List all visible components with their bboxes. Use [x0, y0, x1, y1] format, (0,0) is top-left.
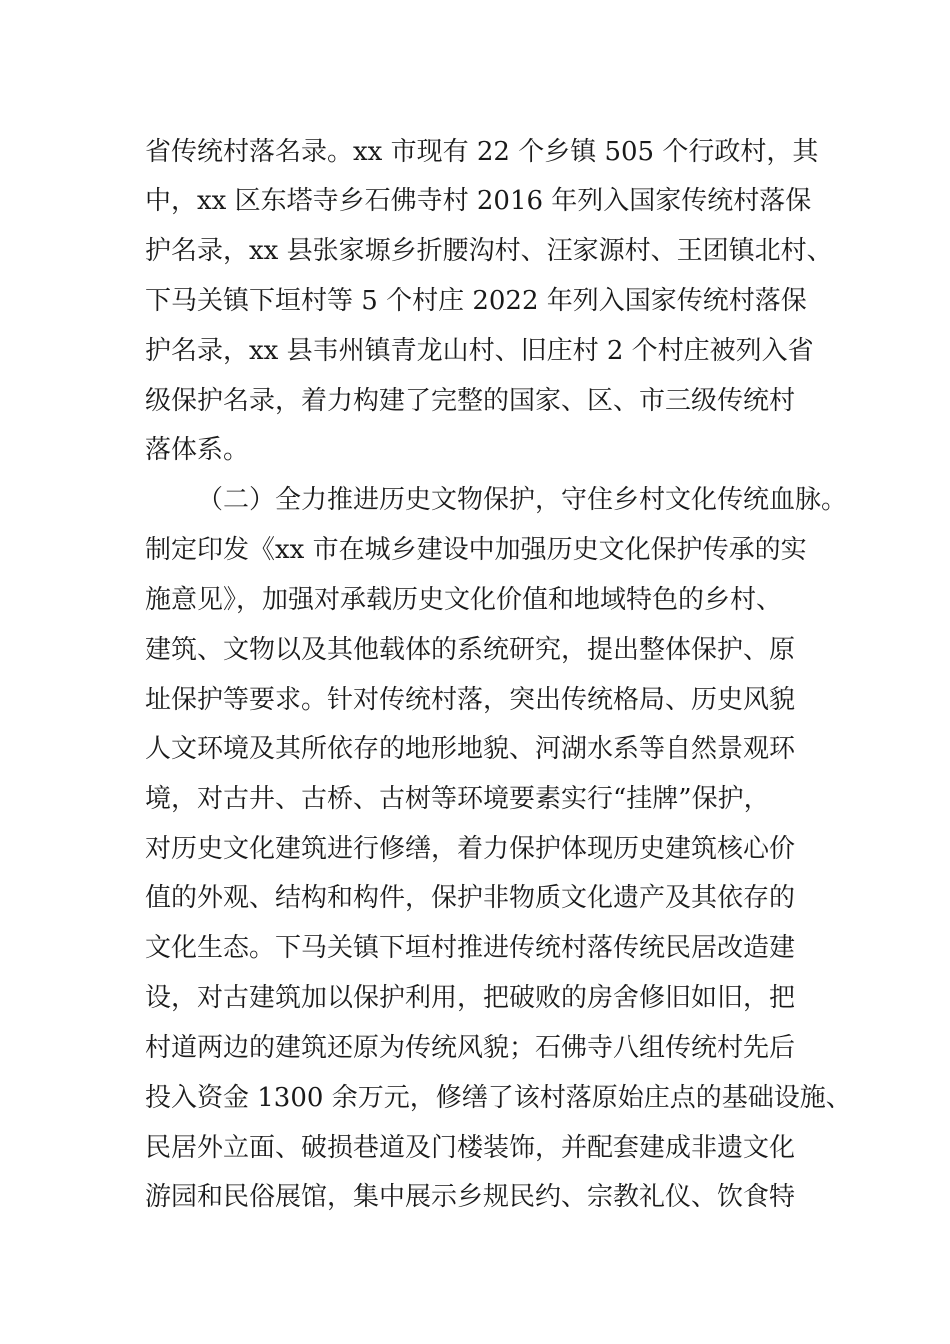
text-line: 省传统村落名录。xx 市现有 22 个乡镇 505 个行政村，其 — [145, 137, 819, 167]
text-line: 址保护等要求。针对传统村落，突出传统格局、历史风貌 — [145, 685, 796, 715]
text-line: 级保护名录，着力构建了完整的国家、区、市三级传统村 — [145, 386, 796, 416]
text-line: 投入资金 1300 余万元，修缮了该村落原始庄点的基础设施、 — [145, 1083, 852, 1113]
text-line: 制定印发《xx 市在城乡建设中加强历史文化保护传承的实 — [145, 535, 807, 565]
text-line: 游园和民俗展馆，集中展示乡规民约、宗教礼仪、饮食特 — [145, 1182, 796, 1212]
text-line: 设，对古建筑加以保护利用，把破败的房舍修旧如旧，把 — [145, 983, 796, 1013]
text-line: 护名录，xx 县张家塬乡折腰沟村、汪家源村、王团镇北村、 — [145, 236, 833, 266]
text-line: 中，xx 区东塔寺乡石佛寺村 2016 年列入国家传统村落保 — [145, 186, 812, 216]
text-line: 落体系。 — [145, 435, 250, 465]
text-line: 下马关镇下垣村等 5 个村庄 2022 年列入国家传统村落保 — [145, 286, 807, 316]
text-line: 文化生态。下马关镇下垣村推进传统村落传统民居改造建 — [145, 933, 796, 963]
text-line: 建筑、文物以及其他载体的系统研究，提出整体保护、原 — [145, 635, 796, 665]
text-line: 人文环境及其所依存的地形地貌、河湖水系等自然景观环 — [145, 734, 796, 764]
text-line: 值的外观、结构和构件，保护非物质文化遗产及其依存的 — [145, 883, 796, 913]
text-line: 护名录，xx 县韦州镇青龙山村、旧庄村 2 个村庄被列入省 — [145, 336, 814, 366]
text-line: 境，对古井、古桥、古树等环境要素实行“挂牌”保护， — [145, 784, 770, 814]
text-line: 村道两边的建筑还原为传统风貌；石佛寺八组传统村先后 — [145, 1033, 796, 1063]
text-line: 对历史文化建筑进行修缮，着力保护体现历史建筑核心价 — [145, 834, 796, 864]
text-line: 施意见》，加强对承载历史文化价值和地域特色的乡村、 — [145, 585, 783, 615]
text-line: 民居外立面、破损巷道及门楼装饰，并配套建成非遗文化 — [145, 1133, 796, 1163]
section-heading-line: （二）全力推进历史文物保护，守住乡村文化传统血脉。 — [197, 485, 848, 515]
